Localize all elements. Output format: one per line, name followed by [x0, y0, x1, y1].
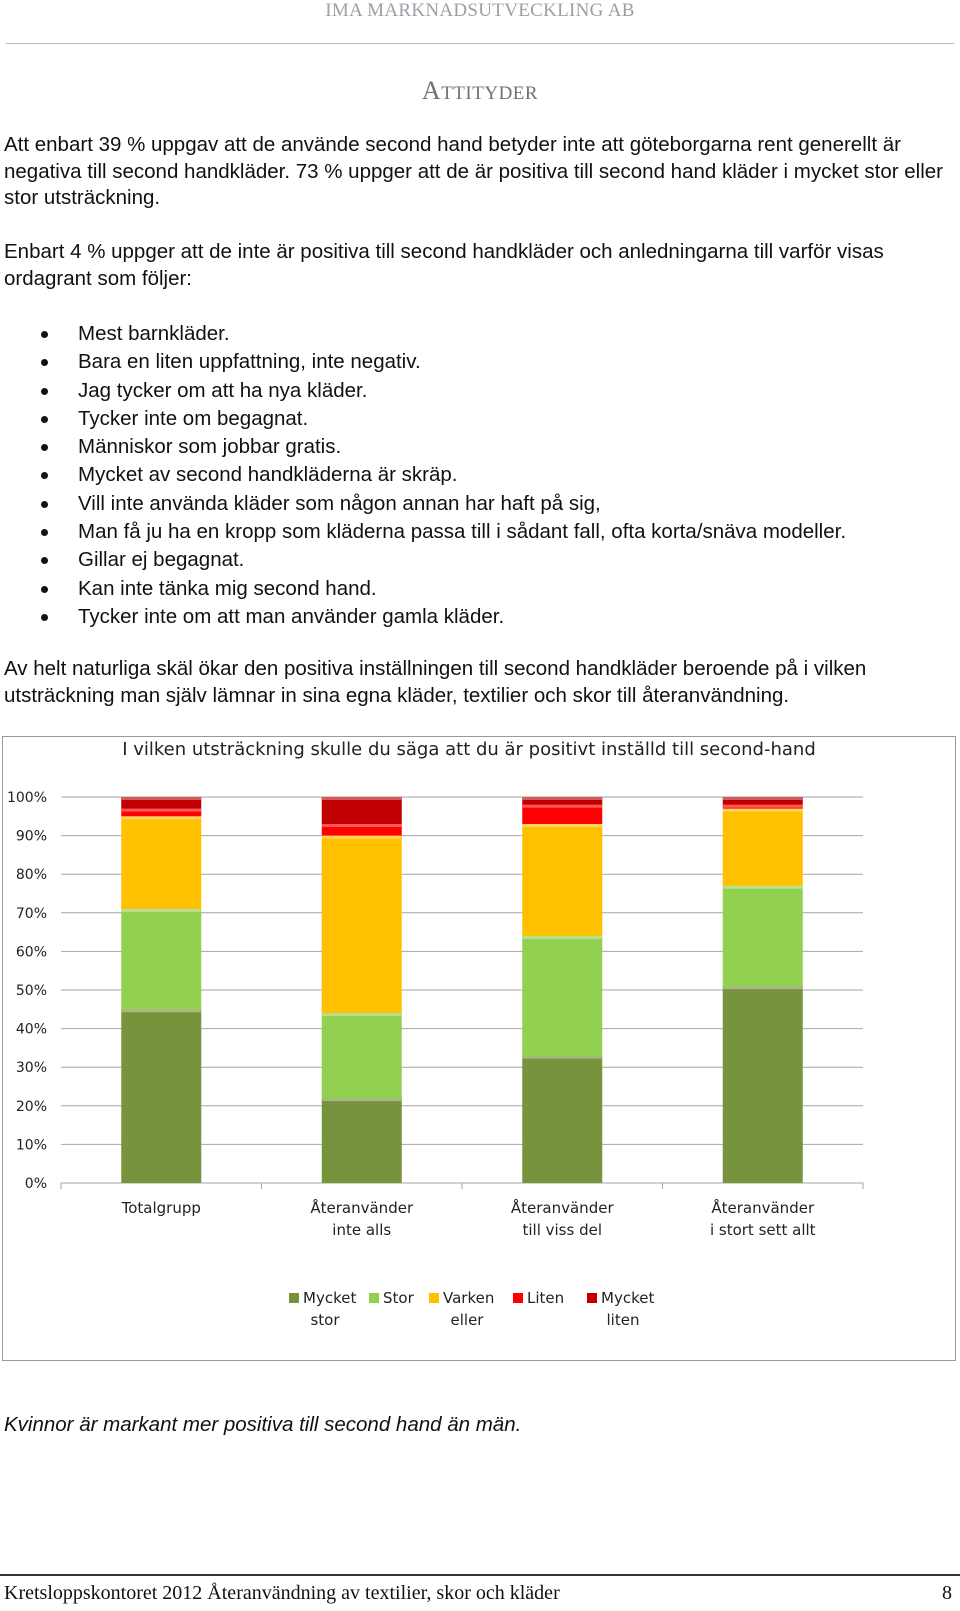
bar-segment [322, 797, 402, 824]
legend-label: Stor [383, 1289, 414, 1307]
stacked-bar-chart [2, 736, 956, 1361]
list-item: Jag tycker om att ha nya kläder. [0, 377, 846, 405]
legend-label: Varken [443, 1289, 495, 1307]
y-tick-label: 40% [15, 1021, 47, 1038]
list-item: Man få ju ha en kropp som kläderna passa till i sådant fall, ofta korta/snäva modeller. [0, 518, 846, 546]
section-title-rest: TTITYDER [441, 83, 539, 104]
bar-segment [121, 1009, 201, 1183]
y-tick-label: 20% [15, 1098, 47, 1115]
bar-segment-highlight [121, 909, 201, 912]
y-tick-label: 60% [15, 944, 47, 961]
bar-segment-highlight [121, 809, 201, 812]
list-item: Bara en liten uppfattning, inte negativ. [0, 348, 846, 376]
reuse-paragraph: Av helt naturliga skäl ökar den positiva inställningen till second handkläder beroende på i vilken utsträckning man själv lämnar in sina egna kläder, textilier och skor till återanvändning. [4, 657, 867, 707]
gender-note: Kvinnor är markant mer positiva till second hand än män. [4, 1413, 522, 1436]
legend-swatch [289, 1293, 299, 1303]
legend-swatch [369, 1293, 379, 1303]
legend-swatch [429, 1293, 439, 1303]
bar-segment-highlight [322, 1013, 402, 1016]
bullet-icon [41, 557, 48, 564]
bar-segment [522, 824, 602, 936]
x-category-label: Totalgrupp [121, 1199, 201, 1217]
legend-label: Mycket [303, 1289, 357, 1307]
y-tick-label: 80% [15, 867, 47, 884]
bullet-icon [41, 416, 48, 423]
y-tick-label: 50% [15, 983, 47, 999]
bar-segment-highlight [522, 797, 602, 800]
list-item: Gillar ej begagnat. [0, 546, 846, 574]
x-category-label: inte alls [332, 1221, 392, 1239]
bar-segment-highlight [723, 886, 803, 889]
bar-segment-highlight [723, 805, 803, 808]
bar-segment-highlight [522, 936, 602, 939]
bar-segment [522, 936, 602, 1056]
chart-canvas [3, 737, 955, 1360]
section-title-initial: A [421, 76, 442, 105]
legend-swatch [587, 1293, 597, 1303]
list-item: Vill inte använda kläder som någon annan har haft på sig, [0, 490, 846, 518]
bar-segment-highlight [723, 809, 803, 812]
chart-title: I vilken utsträckning skulle du säga att du är positivt inställd till second-hand [122, 739, 816, 760]
list-item: Människor som jobbar gratis. [0, 433, 846, 461]
y-tick-label: 100% [6, 790, 47, 806]
footer-text: Kretsloppskontoret 2012 Återanvändning av textilier, skor och kläder [4, 1582, 560, 1604]
bar-segment [723, 886, 803, 986]
list-item: Mycket av second handkläderna är skräp. [0, 461, 846, 489]
bar-segment [322, 1098, 402, 1183]
legend-label: Mycket [601, 1289, 655, 1307]
legend-label: liten [606, 1311, 640, 1329]
bullet-icon [41, 331, 48, 338]
bullet-icon [41, 388, 48, 395]
y-tick-label: 70% [15, 905, 47, 922]
y-tick-label: 10% [15, 1137, 47, 1154]
bar-segment [322, 836, 402, 1014]
legend-label: stor [310, 1311, 340, 1329]
x-category-label: i stort sett allt [709, 1221, 816, 1239]
legend-swatch [513, 1293, 523, 1303]
bar-segment-highlight [121, 797, 201, 800]
bar-segment-highlight [121, 816, 201, 819]
bar-segment-highlight [522, 1056, 602, 1059]
bar-segment-highlight [522, 824, 602, 827]
bullet-icon [41, 614, 48, 621]
bullet-icon [41, 501, 48, 508]
footer-divider [0, 1574, 960, 1576]
x-category-label: till viss del [522, 1221, 603, 1239]
reasons-list [0, 320, 846, 631]
header-divider [6, 43, 954, 44]
legend-label: Liten [527, 1289, 565, 1307]
bullet-icon [41, 359, 48, 366]
bar-segment-highlight [121, 1009, 201, 1012]
bar-segment [322, 1013, 402, 1098]
intro-paragraph: Att enbart 39 % uppgav att de använde second hand betyder inte att göteborgarna rent generellt är negativa till second handkläder. 73 % uppger att de är positiva till second hand kläder i mycket stor eller stor utsträckning. [4, 133, 943, 209]
x-category-label: Återanvänder [711, 1199, 815, 1217]
y-tick-label: 90% [15, 828, 47, 845]
list-item: Kan inte tänka mig second hand. [0, 575, 846, 603]
bar-segment-highlight [322, 797, 402, 800]
bar-segment-highlight [723, 986, 803, 989]
bullet-icon [41, 472, 48, 479]
bar-segment-highlight [522, 805, 602, 808]
bar-segment-highlight [723, 797, 803, 800]
bullet-icon [41, 529, 48, 536]
x-category-label: Återanvänder [510, 1199, 614, 1217]
bar-segment [121, 816, 201, 909]
bullet-icon [41, 586, 48, 593]
page-number: 8 [942, 1582, 952, 1604]
bar-segment [522, 1056, 602, 1183]
list-item: Tycker inte om begagnat. [0, 405, 846, 433]
bar-segment-highlight [322, 824, 402, 827]
page-header: IMA MARKNADSUTVECKLING AB [325, 0, 635, 21]
bar-segment-highlight [322, 836, 402, 839]
list-item: Tycker inte om att man använder gamla kläder. [0, 603, 846, 631]
reasons-paragraph: Enbart 4 % uppger att de inte är positiva till second handkläder och anledningarna till varför visas ordagrant som följer: [4, 240, 884, 290]
x-category-label: Återanvänder [310, 1199, 414, 1217]
bar-segment [723, 809, 803, 886]
list-item: Mest barnkläder. [0, 320, 846, 348]
legend-label: eller [450, 1311, 484, 1329]
bar-segment [121, 909, 201, 1009]
bar-segment [723, 986, 803, 1183]
bullet-icon [41, 444, 48, 451]
y-tick-label: 30% [15, 1060, 47, 1077]
section-title [0, 76, 960, 106]
bar-segment-highlight [322, 1098, 402, 1101]
y-tick-label: 0% [24, 1176, 47, 1192]
